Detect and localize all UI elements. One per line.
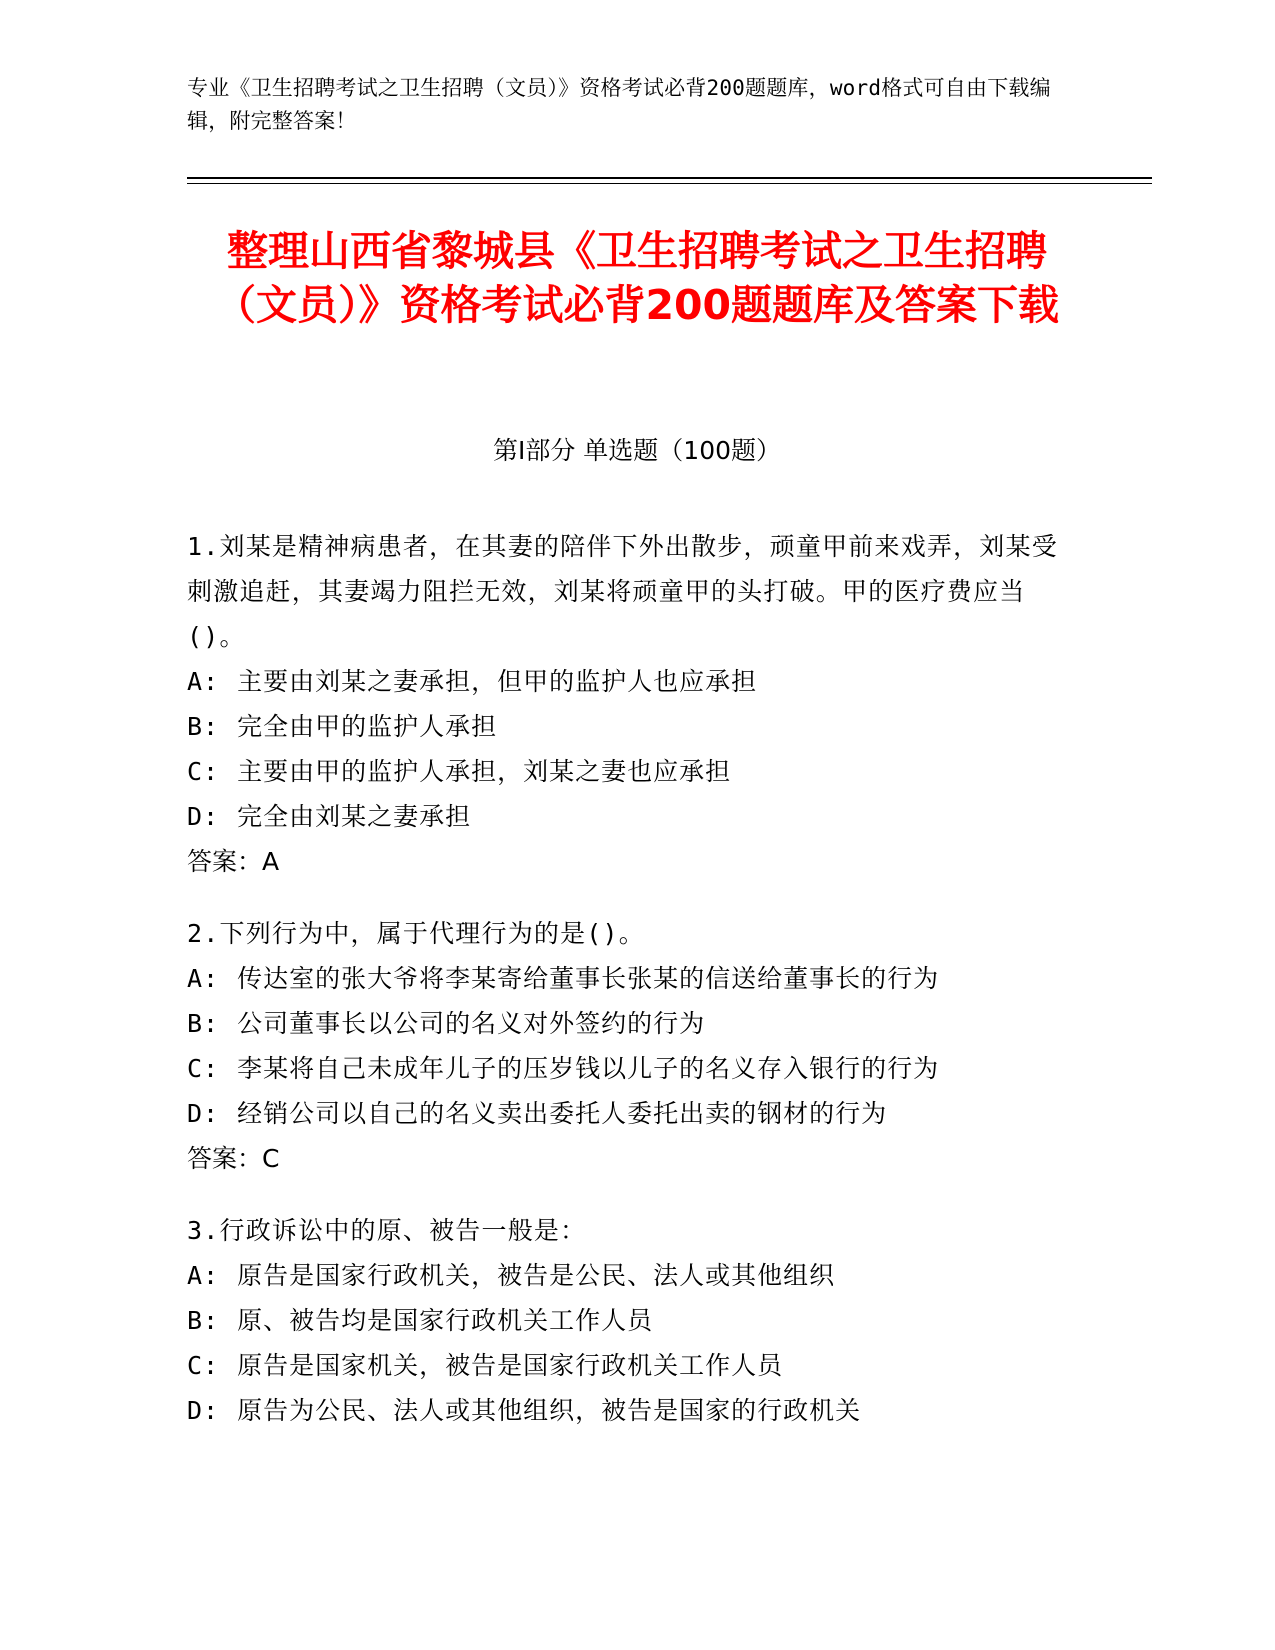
option-letter: C: (187, 757, 220, 786)
option-text: 原告是国家机关，被告是国家行政机关工作人员 (237, 1351, 784, 1380)
option-text: 原告是国家行政机关，被告是公民、法人或其他组织 (237, 1261, 836, 1290)
option-b (187, 704, 1067, 749)
option-b (187, 1001, 1067, 1046)
answer-label: 答案：C (187, 1144, 280, 1173)
option-a (187, 956, 1067, 1001)
option-text: 完全由甲的监护人承担 (237, 712, 498, 741)
option-letter: C: (187, 1054, 220, 1083)
option-letter: A: (187, 667, 220, 696)
option-text: 主要由刘某之妻承担，但甲的监护人也应承担 (237, 667, 758, 696)
option-letter: B: (187, 1306, 220, 1335)
option-c (187, 749, 1067, 794)
option-c (187, 1343, 1067, 1388)
option-text: 主要由甲的监护人承担，刘某之妻也应承担 (237, 757, 732, 786)
answer-label: 答案：A (187, 847, 280, 876)
header-note: 专业《卫生招聘考试之卫生招聘（文员）》资格考试必背200题题库，word格式可自由下载编辑，附完整答案！ (187, 76, 1051, 133)
option-d (187, 1388, 1067, 1433)
question-list (187, 524, 1067, 1460)
option-letter: C: (187, 1351, 220, 1380)
option-letter: B: (187, 1009, 220, 1038)
option-b (187, 1298, 1067, 1343)
option-letter: B: (187, 712, 220, 741)
question-1 (187, 524, 1067, 884)
document-title: 整理山西省黎城县《卫生招聘考试之卫生招聘（文员）》资格考试必背200题题库及答案下载 (214, 227, 1060, 329)
option-text: 传达室的张大爷将李某寄给董事长张某的信送给董事长的行为 (237, 964, 940, 993)
header-divider-thin (187, 183, 1152, 184)
option-text: 经销公司以自己的名义卖出委托人委托出卖的钢材的行为 (237, 1099, 888, 1128)
option-text: 公司董事长以公司的名义对外签约的行为 (237, 1009, 706, 1038)
option-a (187, 1253, 1067, 1298)
option-text: 完全由刘某之妻承担 (237, 802, 472, 831)
option-d (187, 794, 1067, 839)
option-a (187, 659, 1067, 704)
section-heading: 第Ⅰ部分 单选题（100题） (492, 436, 782, 465)
option-letter: A: (187, 964, 220, 993)
option-letter: D: (187, 802, 220, 831)
option-d (187, 1091, 1067, 1136)
question-stem: 1.刘某是精神病患者，在其妻的陪伴下外出散步，顽童甲前来戏弄，刘某受刺激追赶，其妻竭力阻拦无效，刘某将顽童甲的头打破。甲的医疗费应当()。 (187, 532, 1058, 651)
option-letter: D: (187, 1396, 220, 1425)
option-letter: A: (187, 1261, 220, 1290)
header-divider-thick (187, 177, 1152, 179)
option-text: 原告为公民、法人或其他组织，被告是国家的行政机关 (237, 1396, 862, 1425)
option-text: 原、被告均是国家行政机关工作人员 (237, 1306, 654, 1335)
question-3 (187, 1208, 1067, 1433)
option-letter: D: (187, 1099, 220, 1128)
question-stem: 2.下列行为中，属于代理行为的是()。 (187, 919, 646, 948)
option-text: 李某将自己未成年儿子的压岁钱以儿子的名义存入银行的行为 (237, 1054, 940, 1083)
option-c (187, 1046, 1067, 1091)
question-2 (187, 911, 1067, 1181)
question-stem: 3.行政诉讼中的原、被告一般是： (187, 1216, 587, 1245)
